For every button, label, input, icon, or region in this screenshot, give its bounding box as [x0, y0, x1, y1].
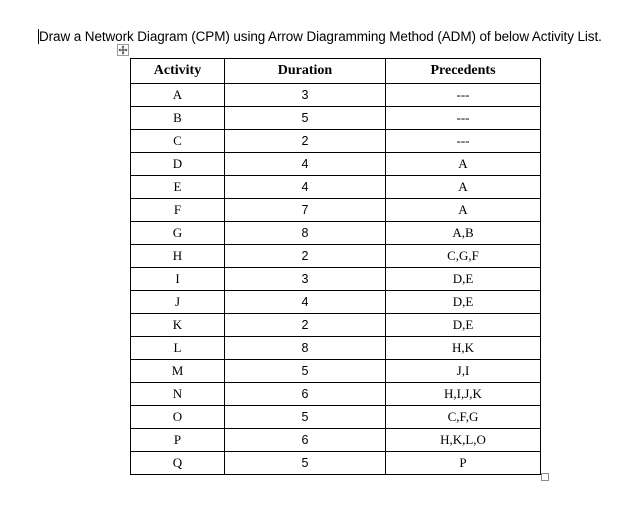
precedents-cell: ---: [386, 130, 541, 153]
document-title-text: Draw a Network Diagram (CPM) using Arrow Diagramming Method (ADM) of below Activity List.: [39, 29, 602, 44]
table-row: [131, 245, 541, 268]
table-row: [131, 452, 541, 475]
table-row: [131, 291, 541, 314]
table-row: [131, 130, 541, 153]
activity-cell: Q: [131, 452, 225, 475]
activity-cell: I: [131, 268, 225, 291]
duration-cell: 3: [225, 84, 386, 107]
activity-cell: D: [131, 153, 225, 176]
precedents-cell: A,B: [386, 222, 541, 245]
duration-cell: 3: [225, 268, 386, 291]
activity-cell: F: [131, 199, 225, 222]
table-row: [131, 383, 541, 406]
precedents-cell: C,G,F: [386, 245, 541, 268]
table-row: [131, 314, 541, 337]
precedents-cell: J,I: [386, 360, 541, 383]
activity-cell: G: [131, 222, 225, 245]
precedents-cell: D,E: [386, 314, 541, 337]
duration-cell: 4: [225, 153, 386, 176]
table-row: [131, 153, 541, 176]
table-header-row: [131, 59, 541, 84]
table-row: [131, 199, 541, 222]
activity-cell: P: [131, 429, 225, 452]
document-title: [38, 29, 602, 44]
table-row: [131, 84, 541, 107]
activity-cell: A: [131, 84, 225, 107]
table-row: [131, 222, 541, 245]
precedents-cell: C,F,G: [386, 406, 541, 429]
duration-cell: 5: [225, 360, 386, 383]
activity-cell: J: [131, 291, 225, 314]
table-row: [131, 337, 541, 360]
table-row: [131, 176, 541, 199]
header-precedents: Precedents: [386, 59, 541, 84]
table-row: [131, 406, 541, 429]
duration-cell: 7: [225, 199, 386, 222]
duration-cell: 8: [225, 222, 386, 245]
duration-cell: 8: [225, 337, 386, 360]
duration-cell: 4: [225, 176, 386, 199]
activity-cell: C: [131, 130, 225, 153]
precedents-cell: ---: [386, 107, 541, 130]
precedents-cell: A: [386, 199, 541, 222]
activity-cell: O: [131, 406, 225, 429]
table-row: [131, 429, 541, 452]
precedents-cell: H,K,L,O: [386, 429, 541, 452]
activity-cell: M: [131, 360, 225, 383]
duration-cell: 5: [225, 107, 386, 130]
activity-cell: B: [131, 107, 225, 130]
table-move-icon[interactable]: [117, 44, 129, 56]
precedents-cell: ---: [386, 84, 541, 107]
activity-cell: E: [131, 176, 225, 199]
activity-cell: N: [131, 383, 225, 406]
duration-cell: 5: [225, 452, 386, 475]
table-row: [131, 360, 541, 383]
activity-cell: L: [131, 337, 225, 360]
activity-cell: H: [131, 245, 225, 268]
precedents-cell: A: [386, 176, 541, 199]
activity-cell: K: [131, 314, 225, 337]
table-row: [131, 107, 541, 130]
duration-cell: 6: [225, 429, 386, 452]
duration-cell: 6: [225, 383, 386, 406]
duration-cell: 2: [225, 130, 386, 153]
activity-table: [130, 58, 541, 475]
duration-cell: 2: [225, 245, 386, 268]
precedents-cell: H,I,J,K: [386, 383, 541, 406]
duration-cell: 4: [225, 291, 386, 314]
precedents-cell: H,K: [386, 337, 541, 360]
precedents-cell: A: [386, 153, 541, 176]
header-activity: Activity: [131, 59, 225, 84]
move-icon: [118, 45, 128, 55]
table-row: [131, 268, 541, 291]
header-duration: Duration: [225, 59, 386, 84]
precedents-cell: P: [386, 452, 541, 475]
precedents-cell: D,E: [386, 291, 541, 314]
precedents-cell: D,E: [386, 268, 541, 291]
duration-cell: 2: [225, 314, 386, 337]
duration-cell: 5: [225, 406, 386, 429]
table-resize-handle[interactable]: [541, 473, 549, 481]
